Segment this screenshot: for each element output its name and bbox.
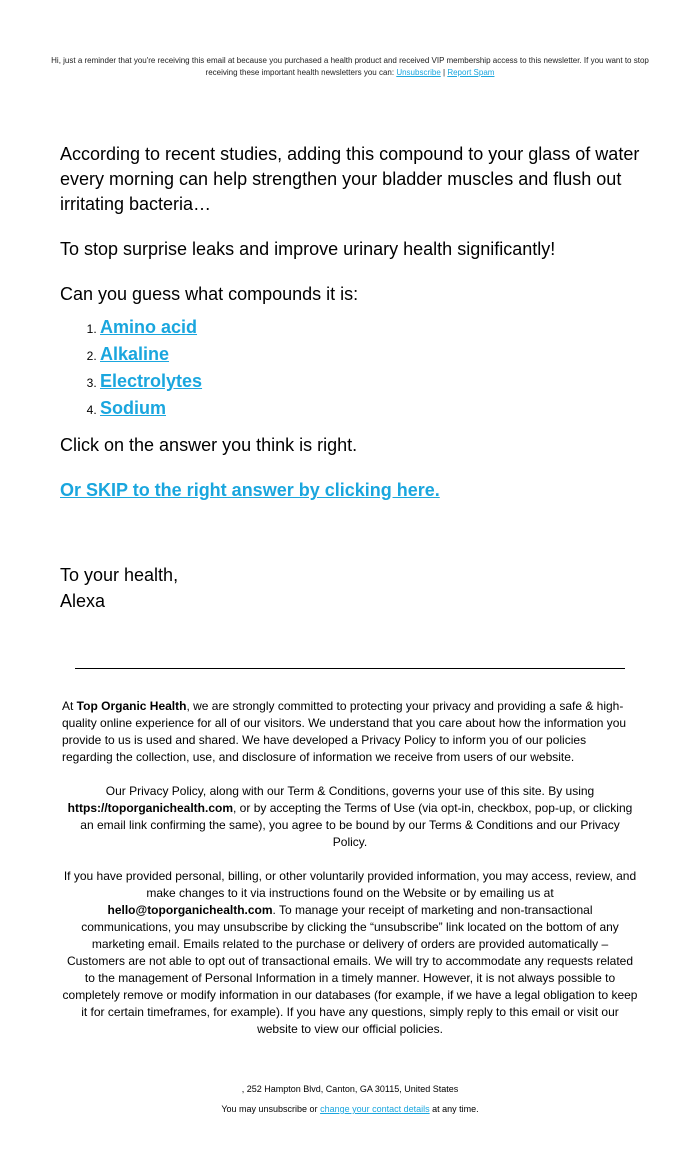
footer-text: , or by accepting the Terms of Use (via opt-in, checkbox, pop-up, or clicking an email link confirming the same), you agree to be bound by our Terms & Conditions and our Privacy Policy.: [80, 801, 633, 849]
list-item: [100, 315, 655, 342]
answer-amino-acid-link[interactable]: Amino acid: [100, 317, 198, 337]
unsubscribe-link[interactable]: Unsubscribe: [396, 68, 441, 77]
skip-answer-link[interactable]: Or SKIP to the right answer by clicking here.: [60, 480, 440, 500]
signoff-name: Alexa: [60, 591, 106, 611]
preheader-text: Hi, just a reminder that you're receiving this email at because you purchased a health product and received VIP membership access to this newsletter. If you want to stop receiving these important health newsletters you can:: [51, 56, 649, 77]
footer-text: At: [62, 699, 77, 713]
list-item: [100, 369, 655, 396]
change-contact-details-link[interactable]: change your contact details: [320, 1104, 430, 1114]
answer-alkaline-link[interactable]: Alkaline: [100, 344, 170, 364]
email-body: [60, 142, 655, 503]
preheader: [50, 55, 650, 79]
preheader-separator: |: [440, 68, 448, 77]
privacy-policy-paragraph: [62, 783, 638, 851]
privacy-commitment-paragraph: [62, 698, 638, 766]
footer-text: , we are strongly committed to protecting your privacy and providing a safe & high-quality online experience for all of our visitors. We understand that you care about how the information you provide to us is used and shared. We have developed a Privacy Policy to inform you of our policies regarding the collection, use, and disclosure of information we receive from users of our website.: [62, 699, 627, 764]
unsubscribe-text: You may unsubscribe or: [221, 1104, 321, 1114]
postal-address: , 252 Hampton Blvd, Canton, GA 30115, United States: [241, 1084, 459, 1094]
company-name: Top Organic Health: [76, 699, 187, 713]
answer-list: [60, 315, 655, 423]
footer-text: . To manage your receipt of marketing and non-transactional communications, you may unsubscribe by clicking the “unsubscribe” link located on the bottom of any marketing email. Emails related to the purchase or delivery of orders are provided automatically – Customers are not able to opt out of transactional emails. We will try to accommodate any requests related to the management of Personal Information in a timely manner. However, it is not always possible to completely remove or modify information in our databases (for example, if we have a legal obligation to keep it for certain timeframes, for example). If you have any questions, simply reply to this email or visit our website to view our official policies.: [62, 903, 638, 1036]
signoff-line: To your health,: [60, 565, 179, 585]
footer-text: If you have provided personal, billing, or other voluntarily provided information, you may access, review, and make changes to it via instructions found on the Website or by emailing us at: [63, 869, 637, 900]
website-url: https://toporganichealth.com: [67, 801, 234, 815]
contact-email: hello@toporganichealth.com: [107, 903, 273, 917]
answer-sodium-link[interactable]: Sodium: [100, 398, 166, 418]
benefit-paragraph: To stop surprise leaks and improve urinary health significantly!: [60, 239, 556, 259]
footer-text: Our Privacy Policy, along with our Term & Conditions, governs your use of this site. By using: [105, 784, 595, 798]
intro-paragraph: According to recent studies, adding this compound to your glass of water every morning can help strengthen your bladder muscles and flush out irritating bacteria…: [60, 144, 640, 214]
unsubscribe-line: [0, 1103, 700, 1116]
unsubscribe-text: at any time.: [429, 1104, 479, 1114]
footer-divider: [75, 668, 625, 669]
signoff: [60, 562, 178, 614]
question-paragraph: Can you guess what compounds it is:: [60, 284, 359, 304]
answer-electrolytes-link[interactable]: Electrolytes: [100, 371, 203, 391]
footer: [62, 698, 638, 1055]
list-item: [100, 396, 655, 423]
list-item: [100, 342, 655, 369]
personal-info-paragraph: [62, 868, 638, 1038]
instruction-paragraph: Click on the answer you think is right.: [60, 435, 358, 455]
report-spam-link[interactable]: Report Spam: [447, 68, 495, 77]
